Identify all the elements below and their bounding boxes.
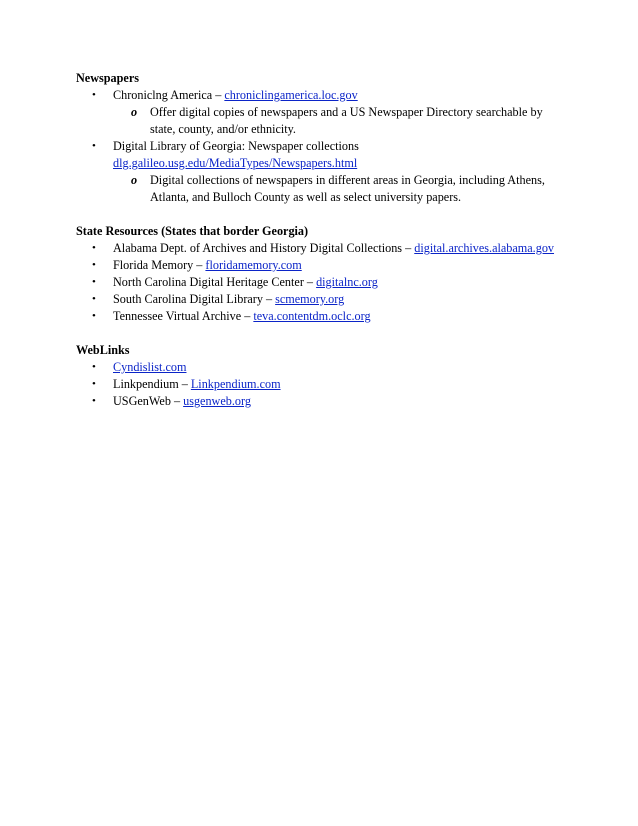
document-page [76, 70, 556, 427]
list-item [76, 138, 556, 172]
sub-bullet-icon: o [131, 173, 138, 187]
bullet-icon: • [92, 89, 96, 101]
list-item [76, 274, 556, 291]
dlg-newspapers-link[interactable]: dlg.galileo.usg.edu/MediaTypes/Newspapers.html [113, 156, 358, 170]
item-text: South Carolina Digital Library – [113, 292, 276, 306]
bullet-icon: • [92, 310, 96, 322]
digitalnc-link[interactable]: digitalnc.org [316, 275, 378, 289]
list-item [76, 257, 556, 274]
weblinks-heading: WebLinks [76, 343, 130, 357]
state-resources-heading: State Resources (States that border Georgia) [76, 224, 309, 238]
alabama-archives-link[interactable]: digital.archives.alabama.gov [414, 241, 555, 255]
item-text: Linkpendium – [113, 377, 191, 391]
list-item [76, 393, 556, 410]
linkpendium-link[interactable]: Linkpendium.com [190, 377, 281, 391]
item-text: Digital Library of Georgia: Newspaper collections [113, 139, 359, 153]
list-item [76, 291, 556, 308]
item-text: USGenWeb – [113, 394, 184, 408]
newspapers-heading: Newspapers [76, 71, 139, 85]
sub-list-item [76, 104, 550, 138]
item-text: Alabama Dept. of Archives and History Digital Collections – [113, 241, 415, 255]
sub-bullet-icon: o [131, 105, 138, 119]
scmemory-link[interactable]: scmemory.org [275, 292, 345, 306]
state-resources-section [76, 223, 556, 325]
bullet-icon: • [92, 378, 96, 390]
bullet-icon: • [92, 395, 96, 407]
bullet-icon: • [92, 140, 96, 152]
usgenweb-link[interactable]: usgenweb.org [183, 394, 251, 408]
list-item [76, 376, 556, 393]
item-text: Tennessee Virtual Archive – [113, 309, 254, 323]
newspapers-section [76, 70, 556, 206]
item-text: Florida Memory – [113, 258, 206, 272]
list-item [76, 87, 556, 104]
list-item [76, 240, 556, 257]
bullet-icon: • [92, 259, 96, 271]
bullet-icon: • [92, 361, 96, 373]
sub-item-text: Offer digital copies of newspapers and a US Newspaper Directory searchable by state, county, and/or ethnicity. [150, 105, 543, 136]
item-text: Chroniclng America – [113, 88, 225, 102]
item-text: North Carolina Digital Heritage Center – [113, 275, 317, 289]
list-item [76, 359, 556, 376]
florida-memory-link[interactable]: floridamemory.com [205, 258, 302, 272]
sub-item-text: Digital collections of newspapers in different areas in Georgia, including Athens, Atlanta, and Bulloch County as well as select university papers. [150, 173, 545, 204]
chroniclingamerica-link[interactable]: chroniclingamerica.loc.gov [224, 88, 358, 102]
cyndislist-link[interactable]: Cyndislist.com [113, 360, 187, 374]
bullet-icon: • [92, 276, 96, 288]
weblinks-section [76, 342, 556, 410]
teva-link[interactable]: teva.contentdm.oclc.org [253, 309, 371, 323]
list-item [76, 308, 556, 325]
bullet-icon: • [92, 293, 96, 305]
bullet-icon: • [92, 242, 96, 254]
sub-list-item [76, 172, 550, 206]
